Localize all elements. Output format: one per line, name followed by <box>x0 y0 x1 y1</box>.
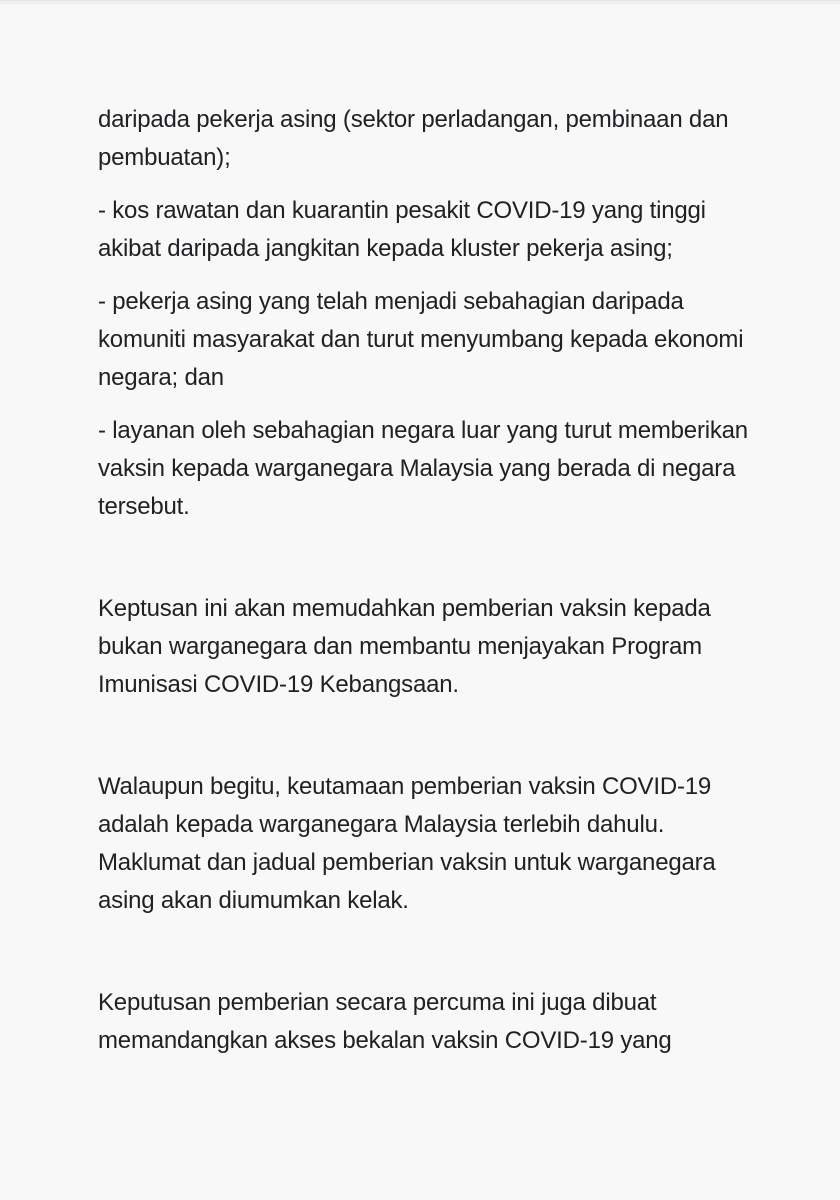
text-line: komuniti masyarakat dan turut menyumbang kepada ekonomi <box>98 326 744 353</box>
text-line: pembuatan); <box>98 144 231 171</box>
paragraph <box>98 768 744 920</box>
text-line: - kos rawatan dan kuarantin pesakit COVID-19 yang tinggi <box>98 197 706 224</box>
text-line: bukan warganegara dan membantu menjayakan Program <box>98 633 702 660</box>
text-line: vaksin kepada warganegara Malaysia yang berada di negara <box>98 455 736 482</box>
text-line: memandangkan akses bekalan vaksin COVID-19 yang <box>98 1027 672 1054</box>
text-line: Walaupun begitu, keutamaan pemberian vaksin COVID-19 <box>98 773 712 800</box>
article-body <box>98 101 748 1075</box>
paragraph <box>98 192 744 268</box>
text-line: tersebut. <box>98 493 190 520</box>
text-line: negara; dan <box>98 364 224 391</box>
text-line: Imunisasi COVID-19 Kebangsaan. <box>98 671 459 698</box>
paragraph <box>98 101 744 177</box>
paragraph <box>98 412 748 526</box>
paragraph <box>98 283 744 397</box>
text-line: adalah kepada warganegara Malaysia terlebih dahulu. <box>98 811 665 838</box>
text-line: Keputusan pemberian secara percuma ini juga dibuat <box>98 989 657 1016</box>
text-line: asing akan diumumkan kelak. <box>98 887 409 914</box>
text-line: daripada pekerja asing (sektor perladangan, pembinaan dan <box>98 106 729 133</box>
text-line: - pekerja asing yang telah menjadi sebahagian daripada <box>98 288 684 315</box>
paragraph <box>98 590 744 704</box>
paragraph <box>98 984 744 1060</box>
text-line: akibat daripada jangkitan kepada kluster pekerja asing; <box>98 235 673 262</box>
top-edge-divider <box>0 0 840 4</box>
text-line: - layanan oleh sebahagian negara luar yang turut memberikan <box>98 417 748 444</box>
text-line: Maklumat dan jadual pemberian vaksin untuk warganegara <box>98 849 716 876</box>
text-line: Keptusan ini akan memudahkan pemberian vaksin kepada <box>98 595 711 622</box>
